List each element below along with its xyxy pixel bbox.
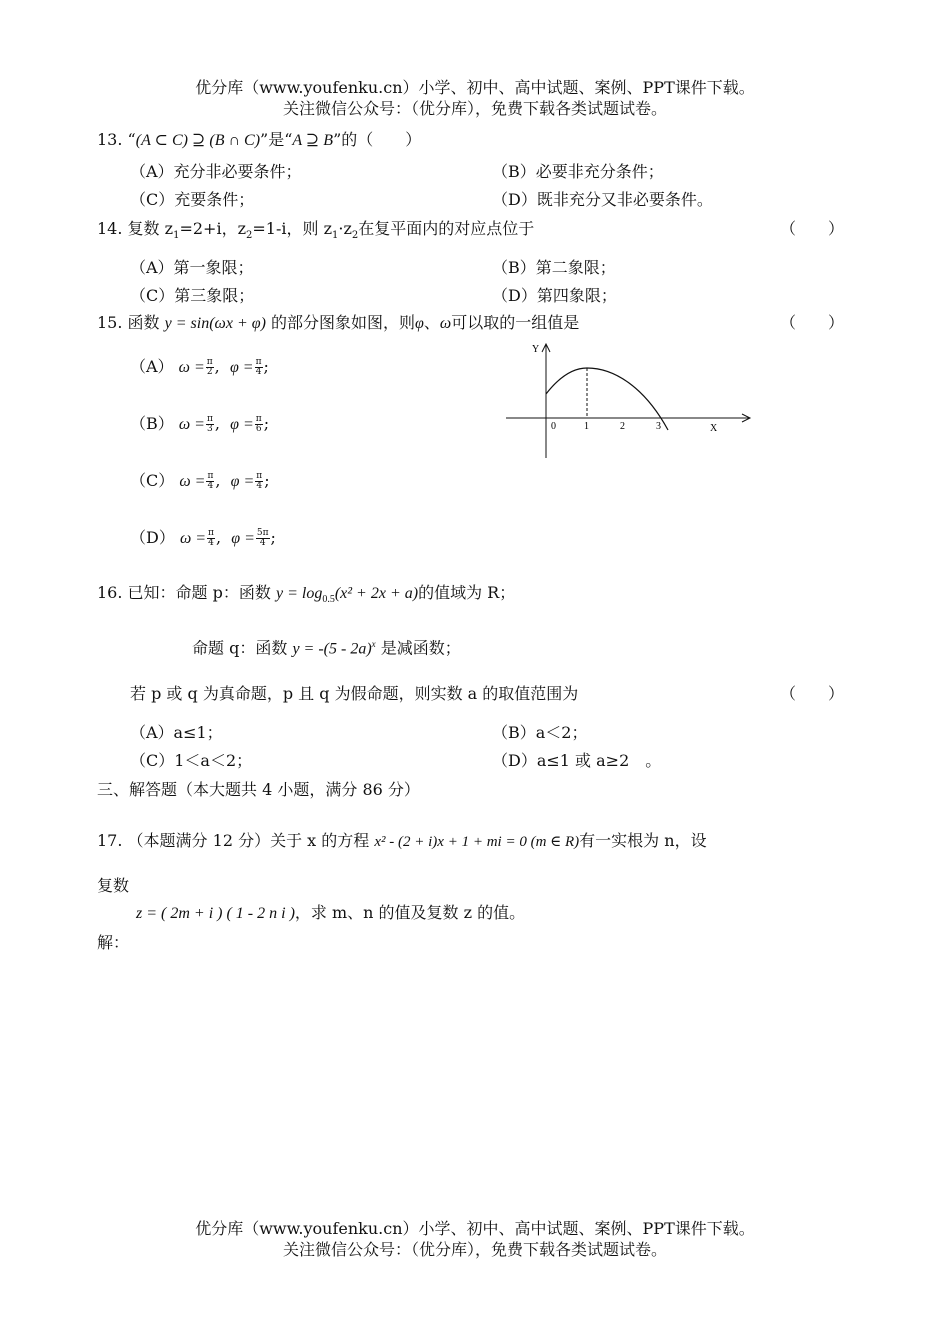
- tick-label-3: 3: [656, 421, 661, 432]
- y-axis-label: Y: [532, 344, 540, 355]
- q14-option-c: （C）第三象限；: [130, 286, 255, 305]
- q16-proposition-q: 命题 q：函数 y = -(5 - 2a)$^x$ 是减函数；: [192, 638, 461, 658]
- section-3-heading: 三、解答题（本大题共 4 小题，满分 86 分）: [97, 780, 420, 799]
- q17-stem: 17. （本题满分 12 分）关于 x 的方程 x² - (2 + i)x + 1 + mi = 0 (m ∈ R)有一实根为 n，设: [97, 831, 707, 850]
- header-line-1: 优分库（www.youfenku.cn）小学、初中、高中试题、案例、PPT课件下载。: [195, 78, 755, 97]
- header-line-2: 关注微信公众号：（优分库），免费下载各类试题试卷。: [282, 99, 667, 118]
- q14-stem: 14. 复数 $z_1=2+i$，$z_2=1-i$，则 $z_1\cdot z_2$在复平面内的对应点位于: [97, 219, 535, 242]
- q16-option-c: （C）1＜a＜2；: [130, 751, 253, 770]
- q16-option-b: （B）a＜2；: [492, 723, 588, 742]
- q16-answer-paren: （ ）: [780, 684, 845, 703]
- sine-curve: [546, 368, 668, 430]
- q15-function-graph: [500, 338, 760, 463]
- q17-answer-label: 解：: [97, 933, 130, 952]
- q15-option-b: （B） ω = $\frac{\pi}{3}$ , φ = $\frac{\pi}{6}$ ;: [130, 414, 270, 434]
- q17-stem-line-2: 复数: [97, 876, 130, 895]
- q16-option-a: （A）a≤1；: [130, 723, 223, 742]
- q16-option-d: （D）a≤1 或 a≥2 。: [492, 751, 662, 770]
- q13-option-b: （B）必要非充分条件；: [492, 162, 664, 181]
- q17-complex-z: z = ( 2m + i ) ( 1 - 2 n i )，求 m、n 的值及复数 z 的值。: [136, 903, 526, 922]
- q13-option-a: （A）充分非必要条件；: [130, 162, 302, 181]
- q15-answer-paren: （ ）: [780, 313, 845, 332]
- q14-answer-paren: （ ）: [780, 219, 845, 238]
- q15-option-d: （D） ω = $\frac{\pi}{4}$ , φ = $\frac{5\pi}{4}$ ;: [130, 528, 276, 548]
- q13-option-d: （D）既非充分又非必要条件。: [492, 190, 713, 209]
- q15-option-a: （A） ω = $\frac{\pi}{2}$ , φ = $\frac{\pi}{4}$ ;: [130, 357, 269, 377]
- footer-line-2: 关注微信公众号：（优分库），免费下载各类试题试卷。: [282, 1240, 667, 1259]
- q15-stem: 15. 函数 y = sin(ωx + φ) 的部分图象如图，则φ、ω可以取的一组值是: [97, 313, 580, 332]
- x-axis-label: X: [710, 423, 718, 434]
- footer-line-1: 优分库（www.youfenku.cn）小学、初中、高中试题、案例、PPT课件下载。: [195, 1219, 755, 1238]
- q14-option-a: （A）第一象限；: [130, 258, 254, 277]
- q15-option-c: （C） ω = $\frac{\pi}{4}$ , φ = $\frac{\pi}{4}$ ;: [130, 471, 270, 491]
- q14-option-d: （D）第四象限；: [492, 286, 617, 305]
- q14-option-b: （B）第二象限；: [492, 258, 616, 277]
- q13-option-c: （C）充要条件；: [130, 190, 255, 209]
- tick-label-0: 0: [551, 421, 556, 432]
- tick-label-1: 1: [584, 421, 589, 432]
- q16-proposition-p: 16. 已知：命题 p：函数 $y = \log_{0.5}(x^2 + 2x + a)$的值域为 R；: [97, 583, 516, 606]
- q13-stem: 13. “(A ⊂ C) ⊇ (B ∩ C)”是“A ⊇ B”的（ ）: [97, 130, 422, 149]
- q16-condition: 若 p 或 q 为真命题，p 且 q 为假命题，则实数 a 的取值范围为: [130, 684, 579, 703]
- tick-label-2: 2: [620, 421, 625, 432]
